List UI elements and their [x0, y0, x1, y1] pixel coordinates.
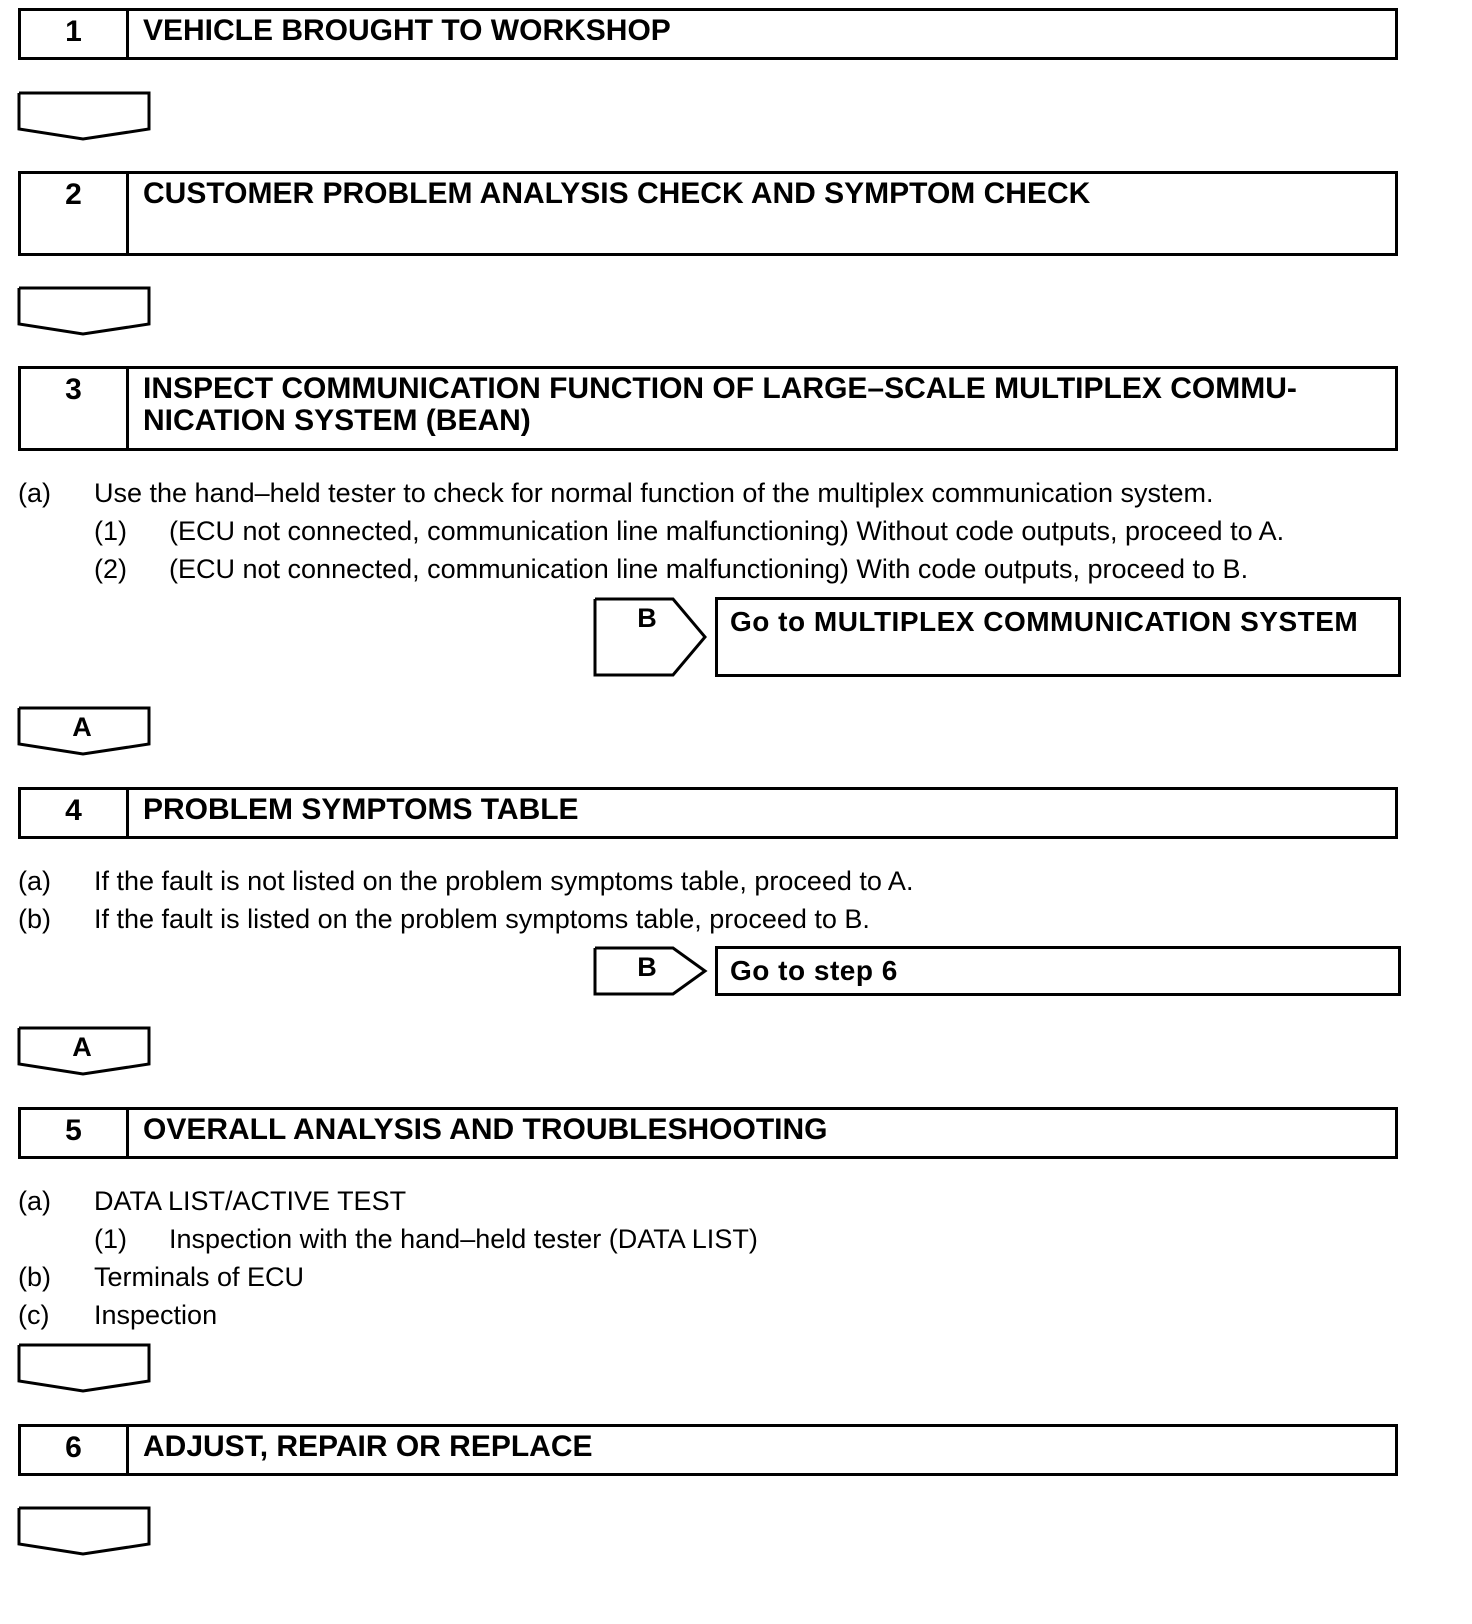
step-4-branch-b — [593, 946, 1401, 996]
item-marker: (a) — [18, 866, 51, 896]
item-text: If the fault is not listed on the problem symptoms table, proceed to A. — [94, 866, 914, 896]
step-1-title: VEHICLE BROUGHT TO WORKSHOP — [143, 14, 671, 47]
connector-label: A — [72, 1032, 92, 1062]
step-3-number: 3 — [21, 369, 129, 448]
step-3-title-line-2: NICATION SYSTEM (BEAN) — [143, 404, 531, 437]
branch-target-box — [715, 946, 1401, 996]
item-text: Terminals of ECU — [94, 1262, 305, 1292]
item-marker: (b) — [18, 904, 51, 934]
item-text: DATA LIST/ACTIVE TEST — [94, 1186, 407, 1216]
connector-label: A — [72, 712, 92, 742]
flow-connector-4-a — [17, 1026, 151, 1076]
flow-connector-6 — [17, 1506, 151, 1556]
branch-target-text: Go to step 6 — [730, 955, 898, 986]
step-2-number: 2 — [21, 174, 129, 253]
flow-connector-1 — [17, 91, 151, 141]
flow-connector-5 — [17, 1343, 151, 1393]
branch-target-text: Go to MULTIPLEX COMMUNICATION SYSTEM — [730, 606, 1359, 637]
chevron-down-icon — [17, 91, 151, 141]
step-2-title: CUSTOMER PROBLEM ANALYSIS CHECK AND SYMPTOM CHECK — [143, 177, 1091, 210]
step-3-box — [18, 366, 1398, 451]
chevron-down-icon — [17, 1343, 151, 1393]
step-4-title: PROBLEM SYMPTOMS TABLE — [143, 793, 579, 826]
item-marker: (1) — [94, 516, 127, 546]
step-1-box — [18, 8, 1398, 60]
flow-connector-3-a — [17, 706, 151, 756]
branch-label: B — [637, 603, 657, 633]
flow-connector-2 — [17, 286, 151, 336]
item-marker: (a) — [18, 478, 51, 508]
chevron-down-icon — [17, 286, 151, 336]
item-marker: (1) — [94, 1224, 127, 1254]
item-text: (ECU not connected, communication line malfunctioning) With code outputs, proceed to B. — [169, 554, 1249, 584]
step-4-box — [18, 787, 1398, 839]
step-6-box — [18, 1424, 1398, 1476]
step-3-title — [143, 373, 1385, 437]
step-2-box — [18, 171, 1398, 256]
item-marker: (b) — [18, 1262, 51, 1292]
step-6-title: ADJUST, REPAIR OR REPLACE — [143, 1430, 593, 1463]
item-text: Use the hand–held tester to check for normal function of the multiplex communication system. — [94, 478, 1214, 508]
branch-label: B — [637, 952, 657, 982]
step-5-box — [18, 1107, 1398, 1159]
item-text: If the fault is listed on the problem symptoms table, proceed to B. — [94, 904, 870, 934]
item-marker: (2) — [94, 554, 127, 584]
step-4-number: 4 — [21, 790, 129, 836]
item-marker: (c) — [18, 1300, 50, 1330]
step-3-title-line-1: INSPECT COMMUNICATION FUNCTION OF LARGE–SCALE MULTIPLEX COMMU- — [143, 372, 1297, 405]
item-text: Inspection with the hand–held tester (DATA LIST) — [169, 1224, 758, 1254]
step-5-number: 5 — [21, 1110, 129, 1156]
step-3-branch-b — [593, 597, 1401, 677]
branch-target-box — [715, 597, 1401, 677]
step-1-number: 1 — [21, 11, 129, 57]
step-6-number: 6 — [21, 1427, 129, 1473]
chevron-down-icon — [17, 1506, 151, 1556]
item-marker: (a) — [18, 1186, 51, 1216]
step-5-title: OVERALL ANALYSIS AND TROUBLESHOOTING — [143, 1113, 828, 1146]
item-text: (ECU not connected, communication line malfunctioning) Without code outputs, proceed to A. — [169, 516, 1285, 546]
item-text: Inspection — [94, 1300, 218, 1330]
